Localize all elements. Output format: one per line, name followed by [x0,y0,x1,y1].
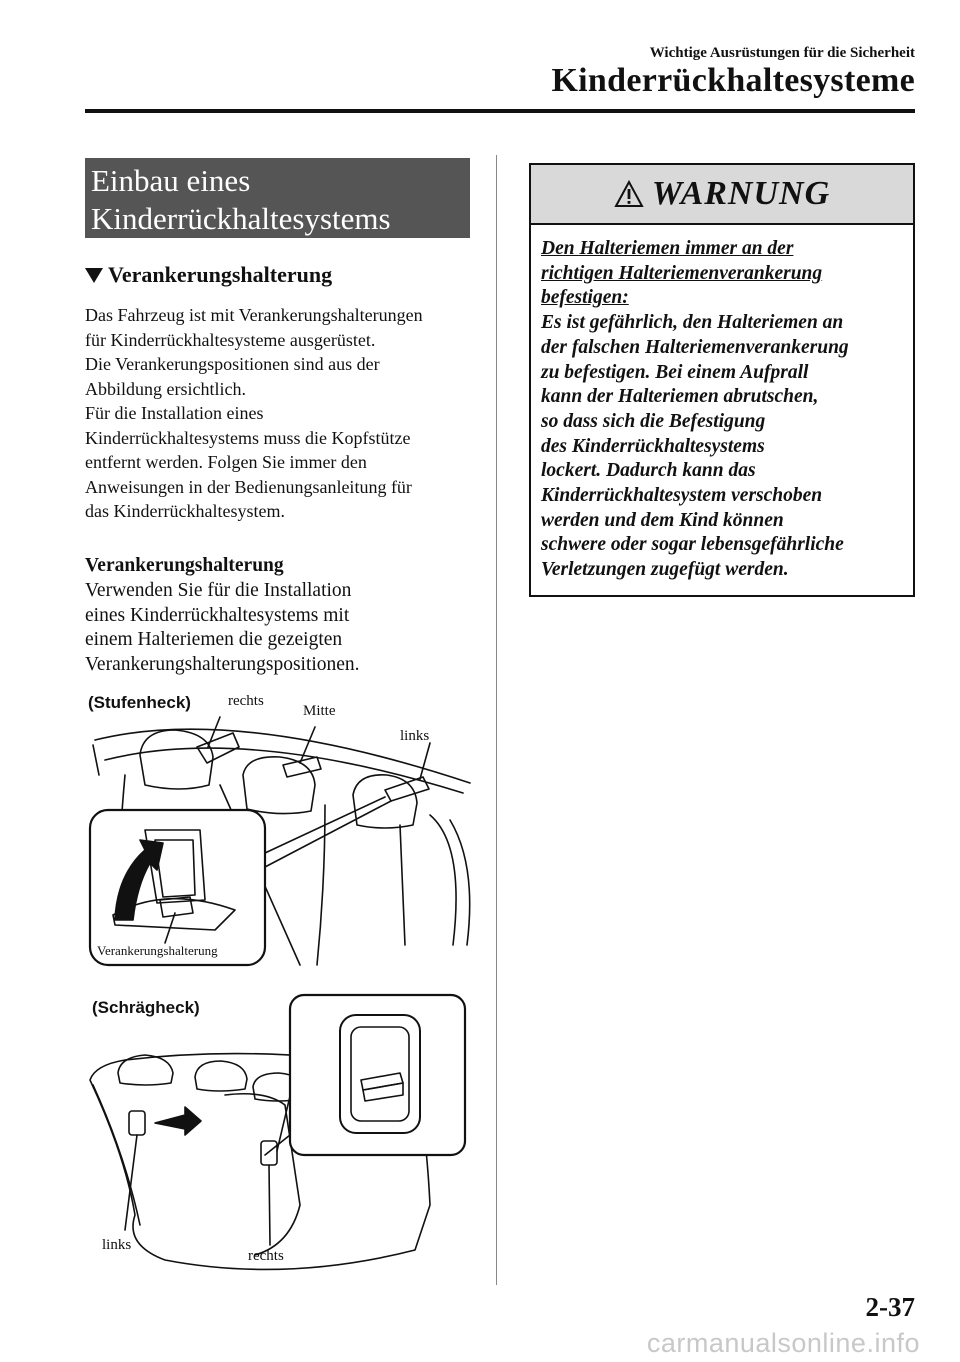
hatchback-left-label: links [102,1237,132,1253]
sedan-left-label: links [400,728,430,744]
body-large: Verwenden Sie für die Installation eines Kinderrückhaltesystems mit einem Halteriemen die gezeigten Verankerungshalterungspositionen. [85,580,360,675]
header-subtitle: Wichtige Ausrüstungen für die Sicherheit [649,45,915,61]
header-rule [85,109,915,113]
warning-triangle-icon [614,180,644,208]
paragraph-3: Für die Installation eines Kinderrückhaltesystems muss die Kopfstütze entfernt werden. Folgen Sie immer den Anweisungen in der Bedienungsanleitung für das Kinderrückhaltesystem. [85,403,412,521]
section-banner: Einbau eines Kinderrückhaltesystems [85,158,470,238]
bold-heading: Verankerungshalterung [85,555,284,576]
watermark: carmanualsonline.info [646,1328,920,1358]
page-number: 2-37 [865,1292,915,1322]
inset-label: Verankerungshalterung [97,943,218,958]
subheading-text: Verankerungshalterung [108,262,333,287]
triangle-down-icon [85,268,103,283]
header-title: Kinderrückhaltesysteme [551,62,915,99]
paragraph-2: Die Verankerungspositionen sind aus der Abbildung ersichtlich. [85,354,380,399]
warning-box [529,163,915,597]
subheading [85,262,332,288]
warning-underlined: Den Halteriemen immer an der richtigen Halteriemenverankerung befestigen: [541,238,823,309]
warning-body [531,225,913,583]
warning-header [531,165,913,225]
seat-illustration [85,685,485,1285]
warning-text: Es ist gefährlich, den Halteriemen an der falschen Halteriemenverankerung zu befestigen. Bei einem Aufprall kann der Halteriemen abrutschen, so dass sich die Befestigung des Kinderrückhaltesystems lockert. Dadurch kann das Kinderrückhaltesystem verschoben werden und dem Kind können schwere oder sogar lebensgefährliche Verletzungen zugefügt werden. [541,312,849,581]
hatchback-label: (Schrägheck) [92,998,200,1017]
column-divider [496,155,497,1285]
warning-title: WARNUNG [651,175,831,212]
body-text [85,303,480,524]
figure [85,685,485,1285]
sedan-center-label: Mitte [303,703,336,719]
hatchback-right-label: rechts [248,1248,284,1264]
paragraph-1: Das Fahrzeug ist mit Verankerungshalterungen für Kinderrückhaltesysteme ausgerüstet. [85,305,423,350]
sedan-right-label: rechts [228,693,264,709]
sedan-label: (Stufenheck) [88,693,191,712]
